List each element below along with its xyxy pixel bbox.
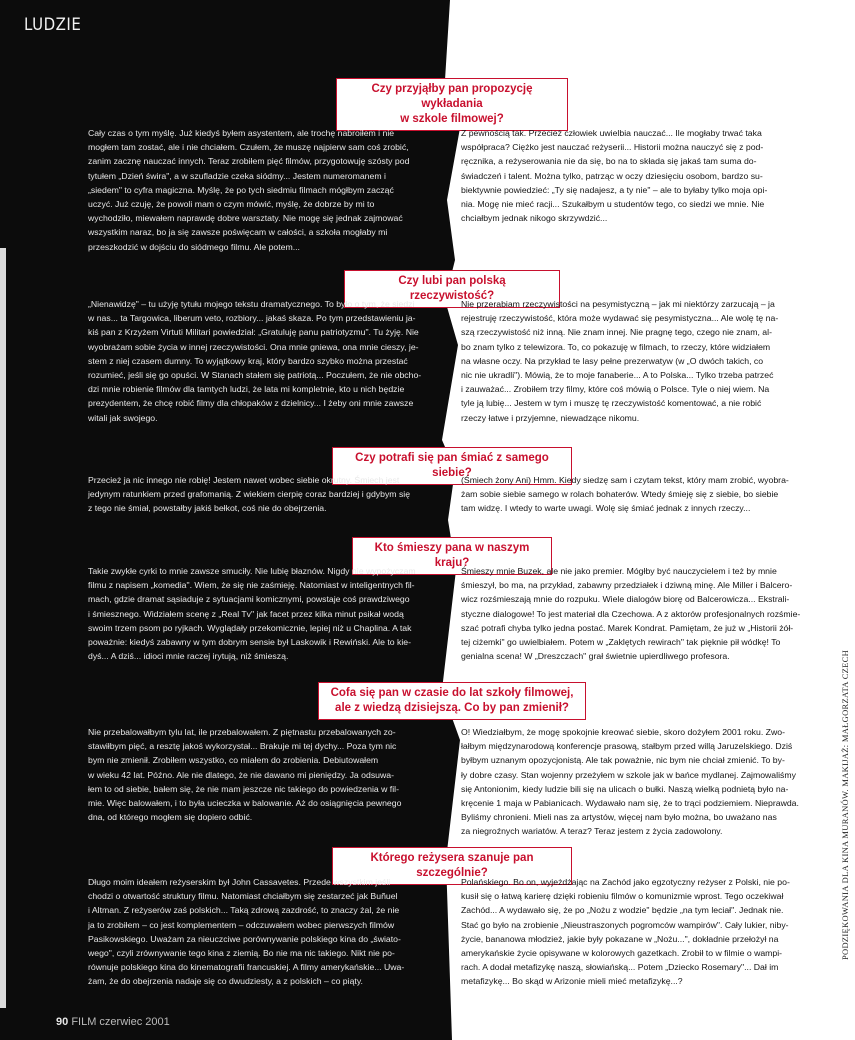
page-footer [56,1016,170,1028]
page-number: 90 [56,1016,69,1028]
section-label: LUDZIE [24,14,82,35]
answer-right-amuses: Śmieszy mnie Buzek, ale nie jako premier. Mógłby być nauczycielem i też by mnie śmieszył, bo ma, na przykład, zabawny przedziałek i dziwną minę. Ale Miller i Balcero- wicz rozśmieszają mnie do rozpuku. Wiele dialogów biorę od Balcerowicza... Ekstrali- styczne dialogowe! To jest materiał dla Czechowa. A z aktorów profesjonalnych rozśmie- szać potrafi chyba tylko jedna postać. Marek Kondrat. Pamiętam, że już w „Historii żół- tej ciżemki" go uwielbiałem. Potem w „Zaklętych rewirach" tak pięknie pił wódkę! To genialna scena! W „Dreszczach" grał świetnie upierdliwego profesora. [461,566,801,662]
page-edge [0,248,6,1008]
question-who-amuses: Kto śmieszy pana w naszym kraju? [352,537,552,575]
side-credit: PODZIĘKOWANIA DLA KINA MURANÓW. MAKIJAŻ: MAŁGORZATA CZECH [840,649,850,960]
answer-right-back-in-time: O! Wiedziałbym, że mogę spokojnie kreować siebie, skoro dożyłem 2001 roku. Zwo- łałbym międzynarodową konferencje prasową, stałbym przed willą Jaruzelskiego. Dziś byłbym uznanym opozycjonistą. Ale tak poważnie, nic bym nie chciał zmienić. To by- ły dobre czasy. Stan wojenny przeżyłem w szkole jak w bańce mydlanej. Zajmowaliśmy się Antonionim, kiedy ludzie bili się na ulicach o bułki. Naszą wielką podnietą było na- kręcenie 1 maja w Pabianicach. Wydawało nam się, że to trąci podziemiem. Nieprawda. Byliśmy chronieni. Mieli nas za artystów, więcej nam było można, bo uważano nas za niegroźnych wariatów. A teraz? Teraz jestem z życia zadowolony. [461,727,799,837]
answer-left-self-laugh: Przecież ja nic innego nie robię! Jestem nawet wobec siebie okrutny. Śmiech jest jedynym ratunkiem przed grafomanią. Z wiekiem cierpię coraz bardziej i gdybym się z tego nie śmiał, powstałby jakiś bełkot, coś nie do obejrzenia. [88,475,411,514]
answer-right-self-laugh: (Śmiech żony Ani) Hmm. Kiedy siedzę sam i czytam tekst, który mam zrobić, wyobra- żam sobie siebie samego w rolach bohaterów. Wtedy śmieję się z siebie, bo siebie tam widzę. I wtedy to warte uwagi. Wolę się śmiać jednak z innych rzeczy... [461,475,789,514]
question-polish-reality: Czy lubi pan polską rzeczywistość? [344,270,560,308]
answer-left-reality: „Nienawidzę" – tu użyję tytułu mojego tekstu dramatycznego. To było o tym, że siedzi w nas... ta Targowica, liberum veto, rozbiory... jakaś skaza. Po tym przedstawieniu ja- kiś pan z Krzyżem Virtuti Militari powiedział: „Gratuluję panu patriotyzmu". Tu żyję. Nie wyobrażam sobie życia w innej rzeczywistości. Ona mnie gniewa, ona mnie cieszy, je- stem z niej czasem dumny. To wyjątkowy kraj, który bardzo szybko można przestać rozumieć, jeśli się go opuści. W Stanach stałem się patriotą... Poczułem, że nie obcho- dzi mnie robienie filmów dla tamtych ludzi, że lata mi kompletnie, kto u nich będzie prezydentem, że chcę robić filmy dla chłopaków z dzielnicy... I żeby oni mnie zawsze witali jak swojego. [88,299,422,423]
question-respected-director: Którego reżysera szanuje pan szczególnie? [332,847,572,885]
magazine-issue: FILM czerwiec 2001 [71,1016,170,1028]
answer-left-teaching: Cały czas o tym myślę. Już kiedyś byłem asystentem, ale trochę nabroiłem i nie mogłem tam zostać, ale i nie chciałem. Czułem, że muszę najpierw sam coś zrobić, zanim zacznę nauczać innych. Teraz zrobiłem pięć filmów, przygotowuję szósty pod tytułem „Dzień świra", a w szufladzie czeka siódmy... Jestem numeromanem i „siedem" to cyfra magiczna. Myślę, że po tych siedmiu filmach mógłbym zacząć uczyć. Już czuję, że powoli mam o czym mówić, myślę, że dobrze by mi to wychodziło, miewałem naprawdę dobre warsztaty. Nie mogę się jednak zajmować wszystkim naraz, bo ja się zawsze poświęcam w całości, a szkoła mogłaby mi przeszkodzić w dojściu do siódmego filmu. Ale potem... [88,128,410,252]
answer-left-director: Długo moim ideałem reżyserskim był John Cassavetes. Przede wszystkim jeśli chodzi o otwartość struktury filmu. Natomiast chciałbym się zestarzeć jak Buñuel i Altman. Z reżyserów zaś polskich... Taką zdrową zazdrość, to znaczy żal, że nie ja to zrobiłem – co jest komplementem – odczuwałem wobec pierwszych filmów Pasikowskiego. Uważam za nieuczciwe porównywanie polskiego kina do „świato- wego", czyli zrównywanie tego kina z ziemią. Bo nie ma nic takiego. Nikt nie po- równuje polskiego kina do kinematografii francuskiej. A filmy amerykańskie... Uwa- żam, że do obejrzenia nadaje się co dwudziesty, a z polskich – co piąty. [88,877,405,987]
question-self-laugh: Czy potrafi się pan śmiać z samego siebie? [332,447,572,485]
answer-right-reality: Nie przerabiam rzeczywistości na pesymistyczną – jak mi niektórzy zarzucają – ja rejestruję rzeczywistość, która może wydawać się pesymistyczna... Ale wolę tę na- szą rzeczywistość niż inną. Nie znam innej. Nie pragnę tego, czego nie znam, al- bo znam tylko z telewizora. To, co pokazuję w filmach, to rzeczy, które widziałem na własne oczy. Na przykład te lasy pełne prezerwatyw (w „O dwóch takich, co nic nie ukradli"). Mówią, że to moje fanaberie... A to Polska... Tylko trzeba patrzeć i zauważać... Zrobiłem trzy filmy, które coś mówią o Polsce. Tyle o niej wiem. Na tyle ją lubię... Jestem w tym i muszę tę rzeczywistość komentować, a nie robić rzeczy łatwe i przyjemne, niewadzące nikomu. [461,299,779,423]
answer-right-teaching: Z pewnością tak. Przecież człowiek uwielbia nauczać... Ile mogłaby trwać taka współpraca? Ciężko jest nauczać reżyserii... Historii można nauczyć się z pod- ręcznika, a reżyserowania nie da się, bo na to składa się jakaś tam suma do- świadczeń i talent. Można tylko, patrząc w oczy dziesięciu osobom, bardzo su- biektywnie powiedzieć: „Ty się nadajesz, a ty nie" – ale to byłaby tylko moja opi- nia. Mogę nie mieć racji... Szukałbym u studentów tego, co siedzi we mnie. Nie chciałbym jednak nikogo skrzywdzić... [461,128,768,224]
answer-right-director: Polańskiego. Bo on, wyjeżdżając na Zachód jako egzotyczny reżyser z Polski, nie po- kusił się o łatwą karierę dzięki robieniu filmów o komunizmie wprost. Tego oczekiwał Zachód... A wydawało się, że po „Nożu z wodzie" będzie „na tym leciał". Jednak nie. Stać go było na zrobienie „Nieustraszonych pogromców wampirów". Cały lukier, niby- życie, bananowa młodzież, jakie były pokazane w „Nożu...", dokładnie przełożył na amerykańskie życie opisywane w kolorowych gazetkach. Zrobił to w filmie o wampi- rach. A dodał metafizykę naszą, słowiańską... Potem „Dziecko Rosemary"... Dał im metafizykę... Bo skąd w Arizonie mieli mieć metafizykę...? [461,877,790,987]
answer-left-back-in-time: Nie przebalowałbym tylu lat, ile przebalowałem. Z piętnastu przebalowanych zo- stawiłbym pięć, a resztę jakoś wykorzystał... Brakuje mi tej dychy... Poza tym nic bym nie zmienił. Zrobiłem wszystko, co miałem do zrobienia. Debiutowałem w wieku 42 lat. Późno. Ale nie dlatego, że nie dawano mi pieniędzy. Ja odsuwa- łem to od siebie, bałem się, że nie mam jeszcze nic takiego do powiedzenia w fil- mie. Więc balowałem, i to była ucieczka w balowanie. Aż do osiągnięcia pewnego dna, od którego mogłem się dopiero odbić. [88,727,402,823]
question-teaching: Czy przyjąłby pan propozycję wykładania w szkole filmowej? [336,78,568,131]
question-back-in-time: Cofa się pan w czasie do lat szkoły filmowej, ale z wiedzą dzisiejszą. Co by pan zmienił? [318,682,586,720]
answer-left-amuses: Takie zwykłe cyrki to mnie zawsze smuciły. Nie lubię błaznów. Nigdy nie wypożyczam filmu z napisem „komedia". Wiem, że się nie zaśmieję. Natomiast w inteligentnych fil- mach, gdzie dramat sąsiaduje z sytuacjami komicznymi, powstaje coś prawdziwego i śmiesznego. Widziałem scenę z „Real Tv" jak facet przez kilka minut psikał wodą swoim trzem psom po ryjkach. Wyglądały przekomicznie, lepiej niż u Chaplina. A tak poważnie: kiedyś zabawny w tym dobrym sensie był Laskowik i Rewiński. Ale to kie- dyś... A dziś... idioci mnie raczej irytują, niż śmieszą. [88,566,416,662]
